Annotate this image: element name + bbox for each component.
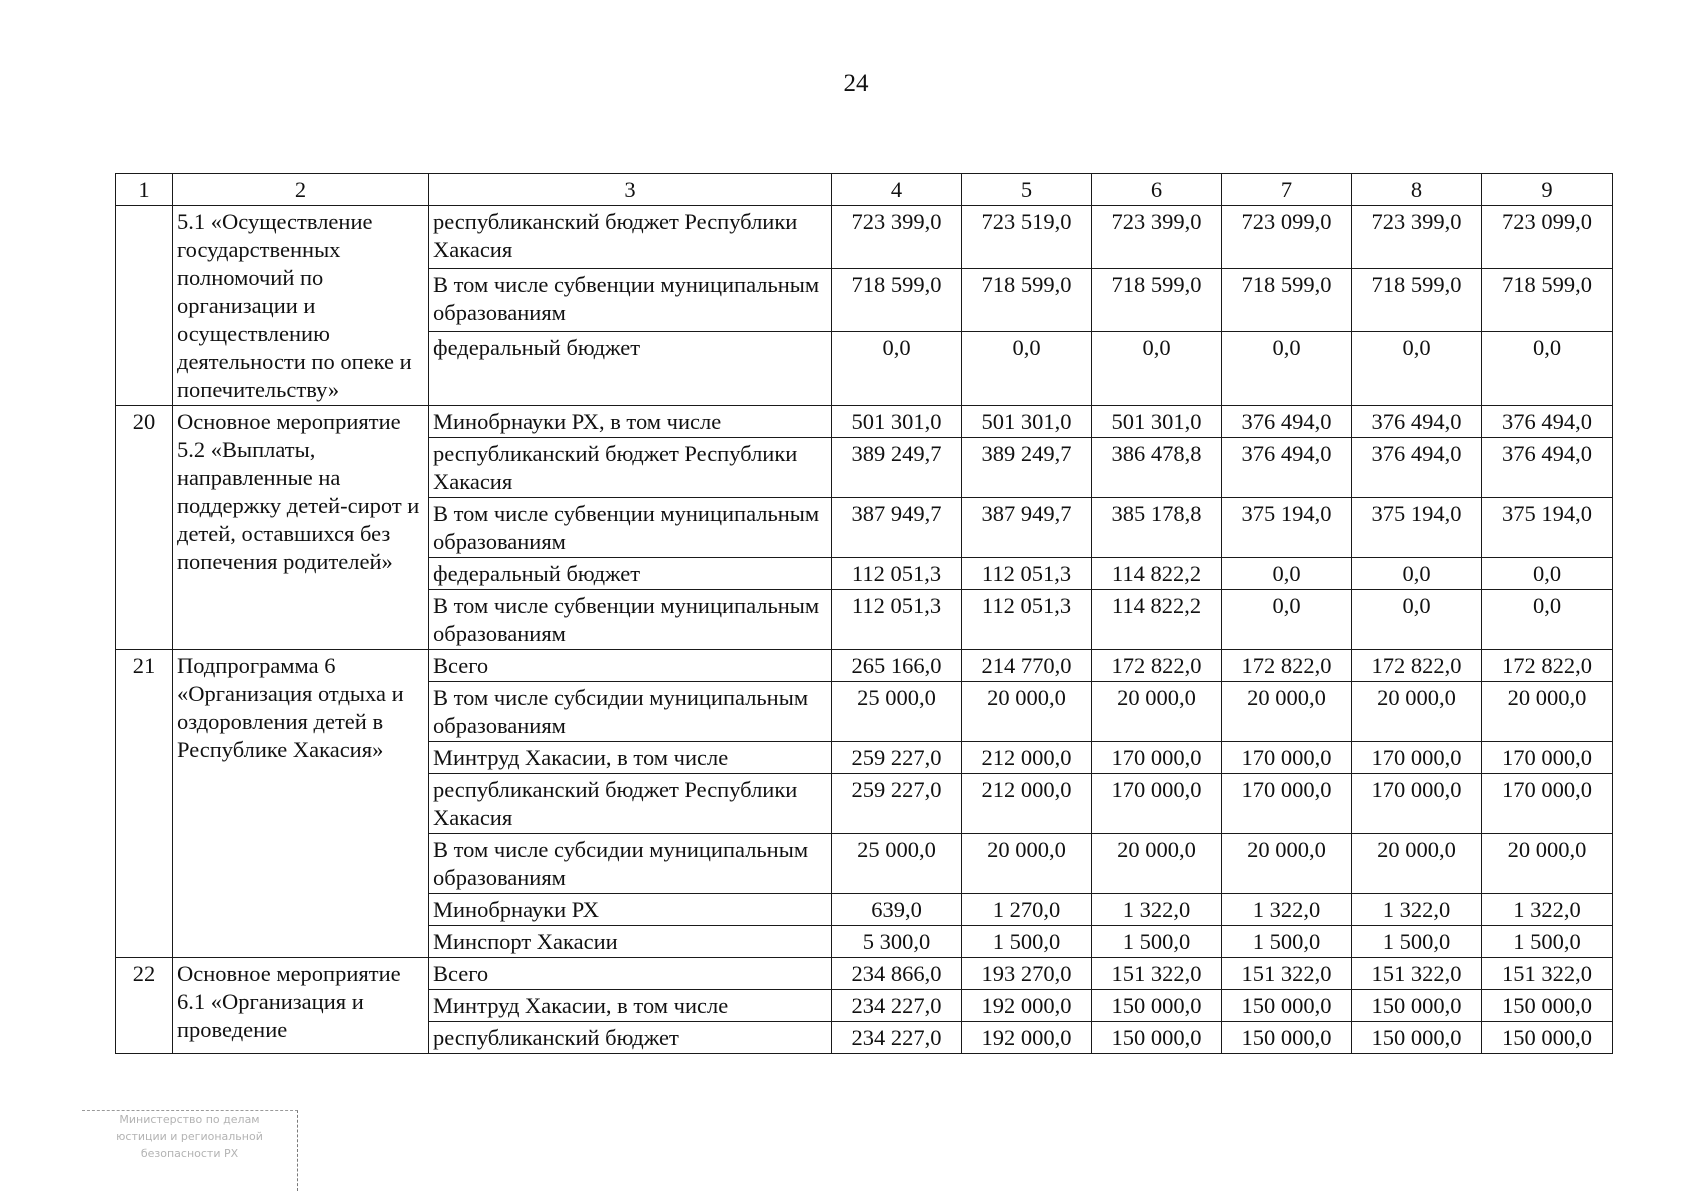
amount-cell: 723 519,0 <box>962 206 1092 269</box>
amount-cell: 150 000,0 <box>1482 1022 1613 1054</box>
table-row <box>116 958 1613 990</box>
amount-cell: 0,0 <box>1482 332 1613 406</box>
amount-cell: 5 300,0 <box>832 926 962 958</box>
amount-cell: 723 399,0 <box>832 206 962 269</box>
amount-cell: 212 000,0 <box>962 774 1092 834</box>
amount-cell: 193 270,0 <box>962 958 1092 990</box>
amount-cell: 639,0 <box>832 894 962 926</box>
amount-cell: 150 000,0 <box>1092 990 1222 1022</box>
amount-cell: 170 000,0 <box>1092 774 1222 834</box>
funding-source-cell: В том числе субвенции муниципальным образованиям <box>429 269 832 332</box>
amount-cell: 112 051,3 <box>962 590 1092 650</box>
funding-source-cell: В том числе субвенции муниципальным образованиям <box>429 498 832 558</box>
header-cell: 3 <box>429 174 832 206</box>
amount-cell: 385 178,8 <box>1092 498 1222 558</box>
amount-cell: 387 949,7 <box>832 498 962 558</box>
amount-cell: 259 227,0 <box>832 742 962 774</box>
amount-cell: 20 000,0 <box>1222 682 1352 742</box>
funding-source-cell: Минспорт Хакасии <box>429 926 832 958</box>
amount-cell: 1 322,0 <box>1352 894 1482 926</box>
amount-cell: 170 000,0 <box>1482 774 1613 834</box>
amount-cell: 723 399,0 <box>1352 206 1482 269</box>
header-cell: 4 <box>832 174 962 206</box>
amount-cell: 151 322,0 <box>1482 958 1613 990</box>
header-cell: 5 <box>962 174 1092 206</box>
amount-cell: 501 301,0 <box>1092 406 1222 438</box>
amount-cell: 234 227,0 <box>832 990 962 1022</box>
row-number-cell: 20 <box>116 406 173 650</box>
amount-cell: 1 322,0 <box>1482 894 1613 926</box>
amount-cell: 20 000,0 <box>1352 834 1482 894</box>
amount-cell: 170 000,0 <box>1222 774 1352 834</box>
amount-cell: 501 301,0 <box>962 406 1092 438</box>
amount-cell: 151 322,0 <box>1222 958 1352 990</box>
amount-cell: 1 500,0 <box>962 926 1092 958</box>
amount-cell: 170 000,0 <box>1352 742 1482 774</box>
amount-cell: 170 000,0 <box>1092 742 1222 774</box>
funding-source-cell: республиканский бюджет Республики Хакасия <box>429 438 832 498</box>
registration-stamp <box>82 1110 298 1191</box>
funding-source-cell: Минобрнауки РХ <box>429 894 832 926</box>
amount-cell: 114 822,2 <box>1092 590 1222 650</box>
amount-cell: 1 500,0 <box>1352 926 1482 958</box>
amount-cell: 20 000,0 <box>1222 834 1352 894</box>
amount-cell: 376 494,0 <box>1222 438 1352 498</box>
amount-cell: 259 227,0 <box>832 774 962 834</box>
funding-source-cell: Минобрнауки РХ, в том числе <box>429 406 832 438</box>
amount-cell: 192 000,0 <box>962 990 1092 1022</box>
amount-cell: 172 822,0 <box>1092 650 1222 682</box>
page-number: 24 <box>843 70 869 97</box>
amount-cell: 112 051,3 <box>832 590 962 650</box>
amount-cell: 170 000,0 <box>1222 742 1352 774</box>
amount-cell: 723 099,0 <box>1482 206 1613 269</box>
amount-cell: 150 000,0 <box>1092 1022 1222 1054</box>
amount-cell: 112 051,3 <box>962 558 1092 590</box>
amount-cell: 718 599,0 <box>1482 269 1613 332</box>
amount-cell: 0,0 <box>1482 558 1613 590</box>
funding-source-cell: Всего <box>429 958 832 990</box>
amount-cell: 376 494,0 <box>1352 406 1482 438</box>
amount-cell: 723 099,0 <box>1222 206 1352 269</box>
funding-source-cell: Минтруд Хакасии, в том числе <box>429 742 832 774</box>
program-name-cell: Основное мероприятие 5.2 «Выплаты, направленные на поддержку детей-сирот и детей, оставшихся без попечения родителей» <box>173 406 429 650</box>
amount-cell: 170 000,0 <box>1482 742 1613 774</box>
stamp-line: Министерство по делам <box>119 1113 260 1126</box>
funding-source-cell: республиканский бюджет Республики Хакасия <box>429 774 832 834</box>
header-row <box>116 174 1613 206</box>
funding-source-cell: Всего <box>429 650 832 682</box>
amount-cell: 0,0 <box>1352 590 1482 650</box>
amount-cell: 150 000,0 <box>1482 990 1613 1022</box>
amount-cell: 150 000,0 <box>1222 990 1352 1022</box>
amount-cell: 386 478,8 <box>1092 438 1222 498</box>
row-number-cell <box>116 206 173 406</box>
program-name-cell: Подпрограмма 6 «Организация отдыха и оздоровления детей в Республике Хакасия» <box>173 650 429 958</box>
row-number-cell: 21 <box>116 650 173 958</box>
amount-cell: 718 599,0 <box>1352 269 1482 332</box>
amount-cell: 20 000,0 <box>1092 834 1222 894</box>
funding-source-cell: В том числе субсидии муниципальным образованиям <box>429 834 832 894</box>
program-name-cell: 5.1 «Осуществление государственных полномочий по организации и осуществлению деятельности по опеке и попечительству» <box>173 206 429 406</box>
header-cell: 6 <box>1092 174 1222 206</box>
amount-cell: 1 322,0 <box>1092 894 1222 926</box>
amount-cell: 0,0 <box>1222 590 1352 650</box>
amount-cell: 0,0 <box>962 332 1092 406</box>
table-row <box>116 206 1613 269</box>
amount-cell: 0,0 <box>1222 558 1352 590</box>
amount-cell: 20 000,0 <box>962 834 1092 894</box>
amount-cell: 376 494,0 <box>1482 406 1613 438</box>
funding-source-cell: республиканский бюджет <box>429 1022 832 1054</box>
amount-cell: 234 227,0 <box>832 1022 962 1054</box>
funding-source-cell: федеральный бюджет <box>429 558 832 590</box>
amount-cell: 718 599,0 <box>1092 269 1222 332</box>
amount-cell: 375 194,0 <box>1482 498 1613 558</box>
amount-cell: 234 866,0 <box>832 958 962 990</box>
amount-cell: 20 000,0 <box>1092 682 1222 742</box>
amount-cell: 150 000,0 <box>1222 1022 1352 1054</box>
amount-cell: 1 322,0 <box>1222 894 1352 926</box>
amount-cell: 387 949,7 <box>962 498 1092 558</box>
amount-cell: 212 000,0 <box>962 742 1092 774</box>
amount-cell: 723 399,0 <box>1092 206 1222 269</box>
table-row <box>116 650 1613 682</box>
amount-cell: 151 322,0 <box>1092 958 1222 990</box>
amount-cell: 376 494,0 <box>1222 406 1352 438</box>
amount-cell: 150 000,0 <box>1352 1022 1482 1054</box>
budget-table <box>115 173 1613 1054</box>
stamp-line: безопасности РХ <box>140 1147 239 1160</box>
amount-cell: 501 301,0 <box>832 406 962 438</box>
header-cell: 7 <box>1222 174 1352 206</box>
header-cell: 1 <box>116 174 173 206</box>
table-body <box>116 174 1613 1054</box>
amount-cell: 214 770,0 <box>962 650 1092 682</box>
amount-cell: 0,0 <box>1222 332 1352 406</box>
amount-cell: 389 249,7 <box>962 438 1092 498</box>
amount-cell: 151 322,0 <box>1352 958 1482 990</box>
amount-cell: 172 822,0 <box>1482 650 1613 682</box>
amount-cell: 0,0 <box>1482 590 1613 650</box>
amount-cell: 376 494,0 <box>1352 438 1482 498</box>
amount-cell: 20 000,0 <box>1482 834 1613 894</box>
amount-cell: 20 000,0 <box>1352 682 1482 742</box>
amount-cell: 718 599,0 <box>832 269 962 332</box>
program-name-cell: Основное мероприятие 6.1 «Организация и проведение <box>173 958 429 1054</box>
amount-cell: 376 494,0 <box>1482 438 1613 498</box>
amount-cell: 1 500,0 <box>1482 926 1613 958</box>
amount-cell: 112 051,3 <box>832 558 962 590</box>
amount-cell: 172 822,0 <box>1222 650 1352 682</box>
amount-cell: 375 194,0 <box>1352 498 1482 558</box>
amount-cell: 718 599,0 <box>962 269 1092 332</box>
amount-cell: 0,0 <box>1352 332 1482 406</box>
table-row <box>116 406 1613 438</box>
row-number-cell: 22 <box>116 958 173 1054</box>
amount-cell: 20 000,0 <box>962 682 1092 742</box>
amount-cell: 170 000,0 <box>1352 774 1482 834</box>
amount-cell: 25 000,0 <box>832 834 962 894</box>
funding-source-cell: федеральный бюджет <box>429 332 832 406</box>
amount-cell: 150 000,0 <box>1352 990 1482 1022</box>
amount-cell: 172 822,0 <box>1352 650 1482 682</box>
amount-cell: 114 822,2 <box>1092 558 1222 590</box>
funding-source-cell: Минтруд Хакасии, в том числе <box>429 990 832 1022</box>
amount-cell: 718 599,0 <box>1222 269 1352 332</box>
amount-cell: 0,0 <box>1352 558 1482 590</box>
header-cell: 9 <box>1482 174 1613 206</box>
header-cell: 8 <box>1352 174 1482 206</box>
amount-cell: 1 500,0 <box>1222 926 1352 958</box>
amount-cell: 265 166,0 <box>832 650 962 682</box>
amount-cell: 0,0 <box>1092 332 1222 406</box>
amount-cell: 389 249,7 <box>832 438 962 498</box>
amount-cell: 20 000,0 <box>1482 682 1613 742</box>
stamp-line: юстиции и региональной <box>116 1130 263 1143</box>
header-cell: 2 <box>173 174 429 206</box>
amount-cell: 375 194,0 <box>1222 498 1352 558</box>
amount-cell: 1 270,0 <box>962 894 1092 926</box>
funding-source-cell: В том числе субсидии муниципальным образованиям <box>429 682 832 742</box>
funding-source-cell: республиканский бюджет Республики Хакасия <box>429 206 832 269</box>
amount-cell: 192 000,0 <box>962 1022 1092 1054</box>
amount-cell: 1 500,0 <box>1092 926 1222 958</box>
amount-cell: 25 000,0 <box>832 682 962 742</box>
amount-cell: 0,0 <box>832 332 962 406</box>
funding-source-cell: В том числе субвенции муниципальным образованиям <box>429 590 832 650</box>
